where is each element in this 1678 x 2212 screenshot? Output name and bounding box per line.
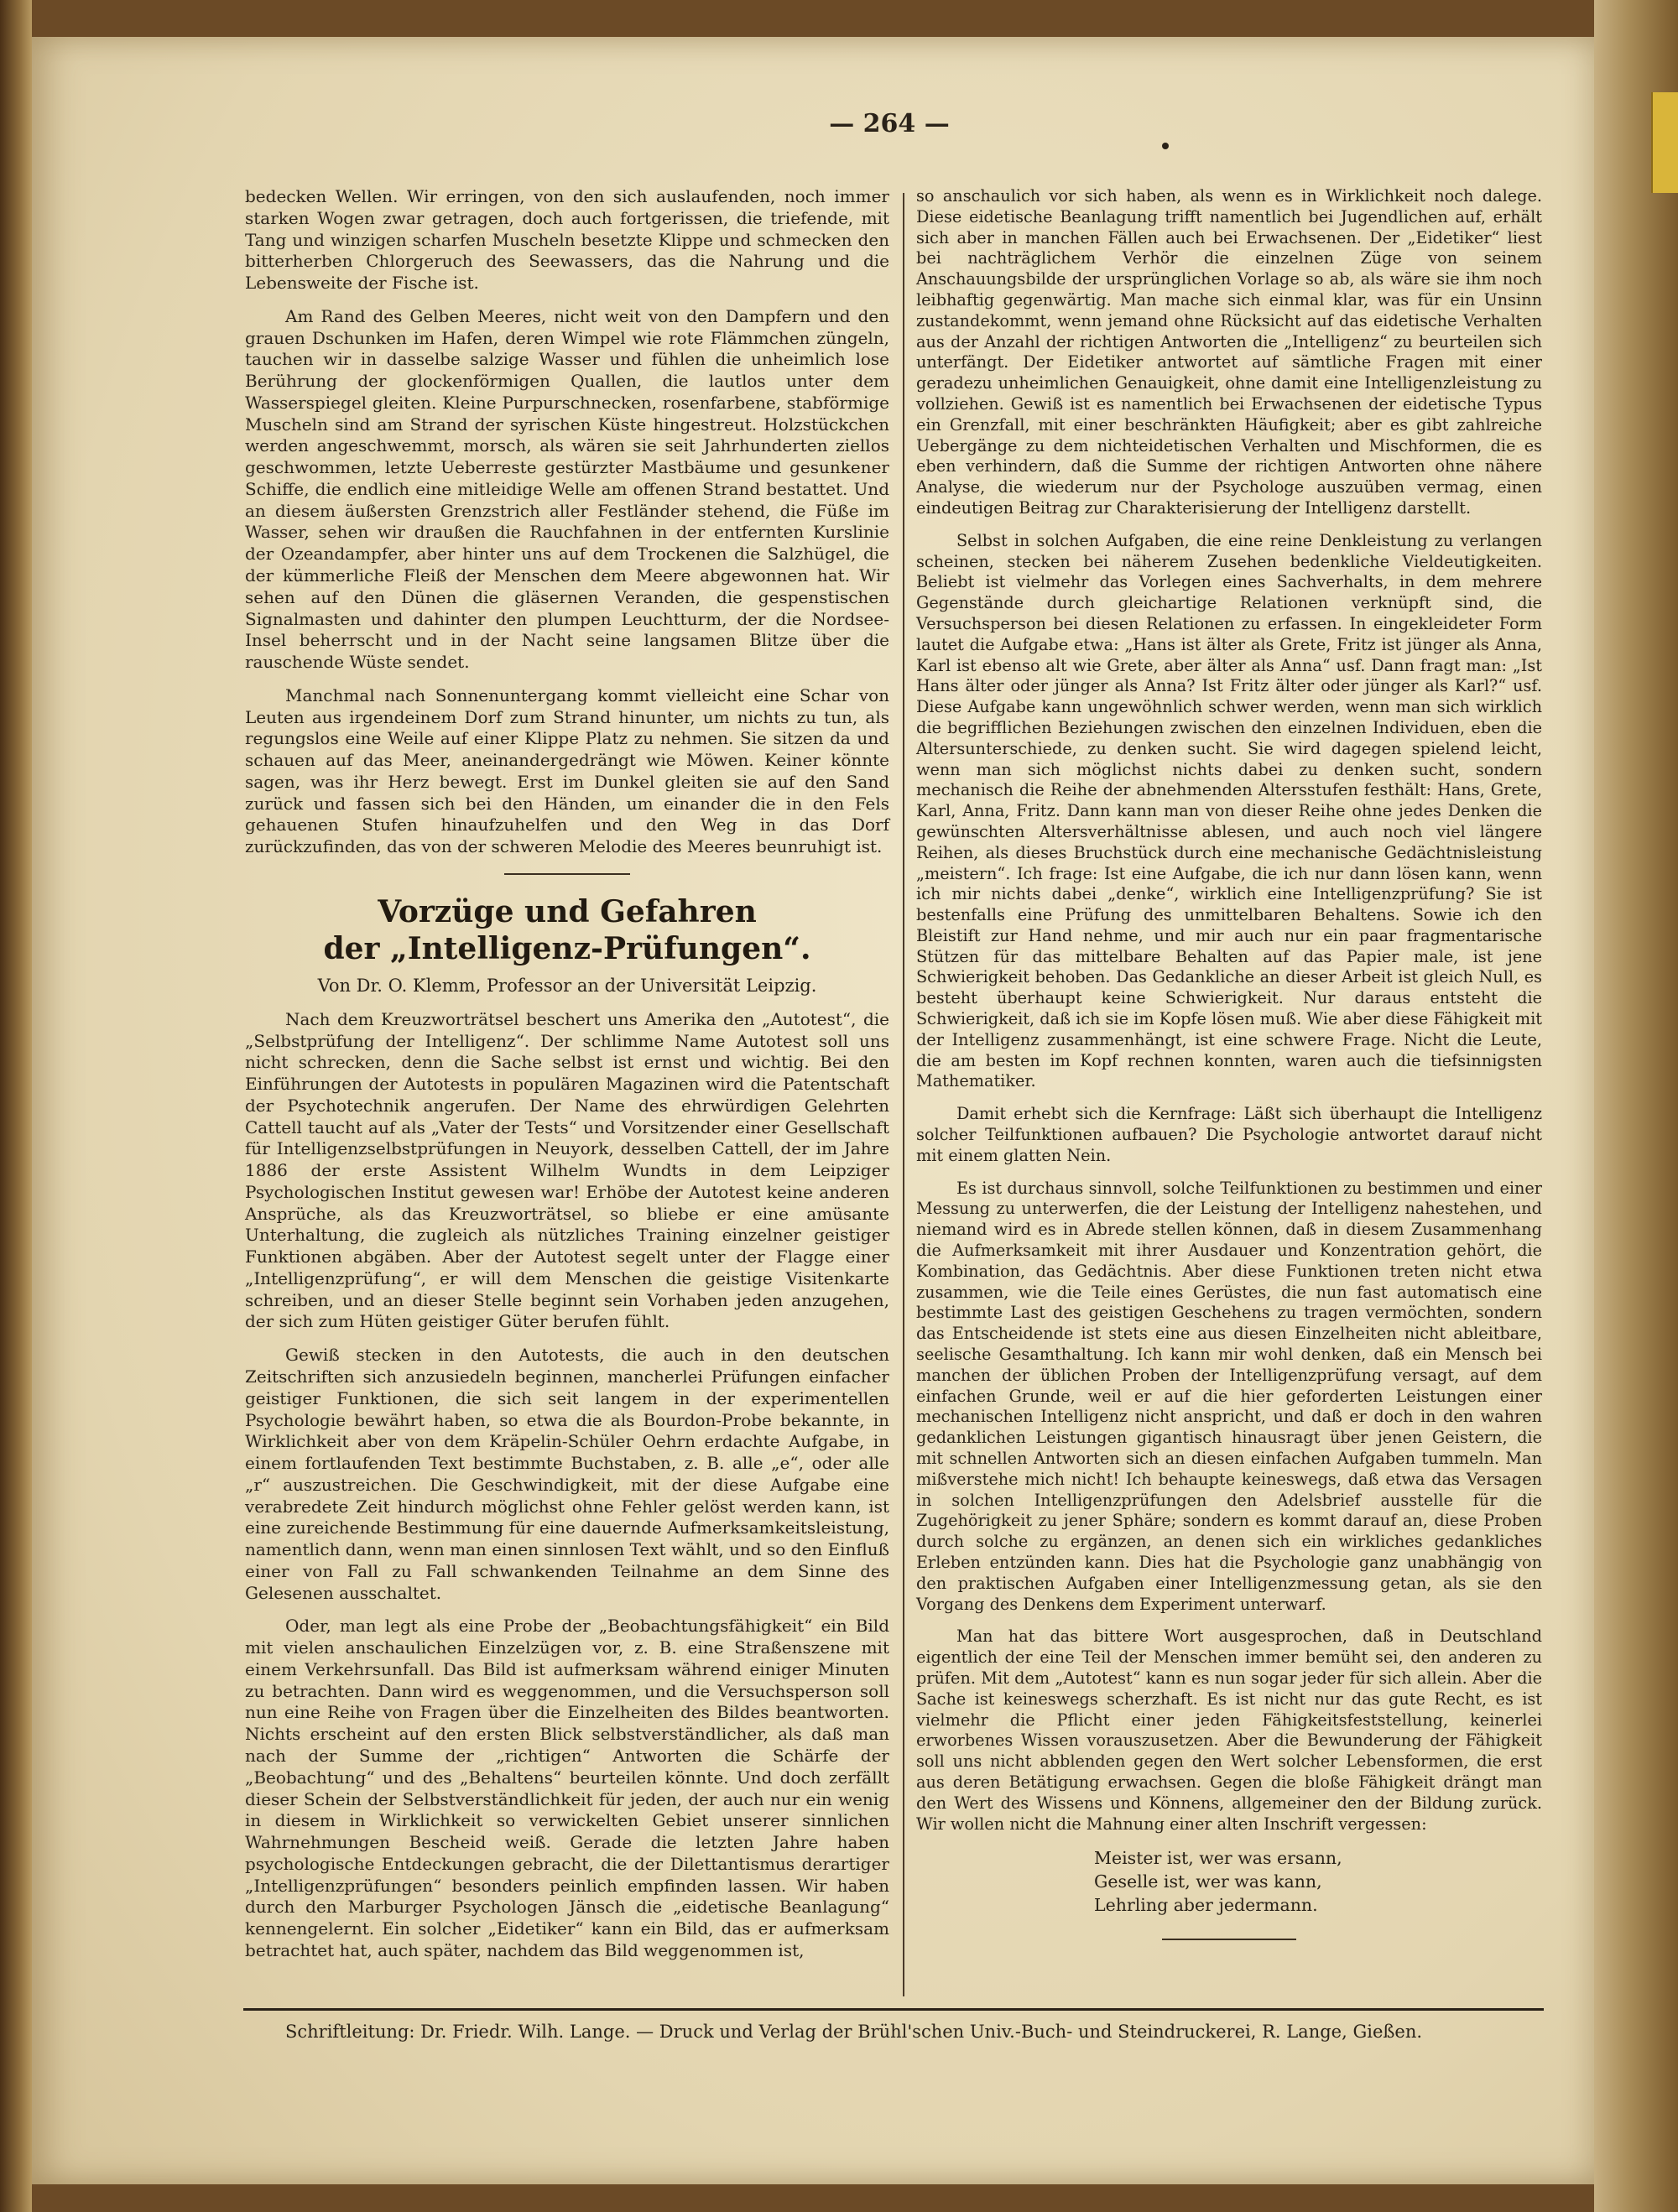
bookmark-tab [1651, 92, 1678, 193]
paragraph: Manchmal nach Sonnenuntergang kommt vielleicht eine Schar von Leuten aus irgendeinem Dorf zum Strand hinunter, um nichts zu tun, als regungslos eine Weile auf einer Klippe Platz zu nehmen. Sie sitzen da und schauen auf das Meer, aneinandergedrängt wie Möwen. Keiner könnte sagen, was ihr Herz bewegt. Erst im Dunkel gleiten sie auf den Sand zurück und fassen sich bei den Händen, um einander die in den Fels gehauenen Stufen hinaufzuhelfen und den Weg in das Dorf zurückzufinden, das von der schweren Melodie des Meeres beunruhigt ist. [245, 684, 889, 857]
paragraph: Gewiß stecken in den Autotests, die auch in den deutschen Zeitschriften sich anzusiedeln beginnen, mancherlei Prüfungen einfacher geistiger Funktionen, die sich seit langem in der experimentellen Psychologie bewährt haben, so etwa die als Bourdon-Probe bekannte, in Wirklichkeit aber von dem Kräpelin-Schüler Oehrn erdachte Aufgabe, in einem fortlaufenden Text bestimmte Buchstaben, z. B. alle „e“, oder alle „r“ auszustreichen. Die Geschwindigkeit, mit der diese Aufgabe eine verabredete Zeit hindurch möglichst ohne Fehler gelöst werden kann, ist eine zureichende Bestimmung für eine dauernde Aufmerksamkeitsleistung, namentlich dann, wenn man einen sinnlosen Text wählt, und so den Einfluß einer von Fall zu Fall schwankenden Teilnahme an dem Sinne des Gelesenen ausschaltet. [245, 1345, 889, 1603]
paragraph: Man hat das bittere Wort ausgesprochen, daß in Deutschland eigentlich der eine Teil der Menschen immer bemüht sei, den anderen zu prüfen. Mit dem „Autotest“ kann es nun sogar jeder für sich allein. Aber die Sache ist keineswegs scherzhaft. Es ist nicht nur das gute Recht, es ist vielmehr die Pflicht einer jeden Fähigkeitsfeststellung, keinerlei erworbenes Wissen vorauszusetzen. Aber die Bewunderung der Fähigkeit soll uns nicht abblenden gegen den Wert solcher Lebensformen, die erst aus deren Betätigung erwachsen. Gegen die bloße Fähigkeit drängt man den Wert des Wissens und Könnens, allgemeiner den der Bildung zurück. Wir wollen nicht die Mahnung einer alten Inschrift vergessen: [916, 1626, 1542, 1834]
page-number: — 264 — [829, 109, 950, 138]
book-edge-right [1594, 0, 1678, 2212]
section-divider [504, 873, 630, 875]
verse-line: Meister ist, wer was ersann, [1094, 1848, 1342, 1869]
ink-dot [1162, 143, 1169, 149]
paragraph: so anschaulich vor sich haben, als wenn es in Wirklichkeit noch dalege. Diese eidetische Beanlagung trifft namentlich bei Jugendlichen auf, erhält sich aber in manchen Fällen auch bei Erwachsenen. Der „Eidetiker“ liest bei nachträglichem Verhör die einzelnen Züge von seinem Anschauungsbilde der ursprünglichen Vorlage so ab, als wäre sie ihm noch leibhaftig gegenwärtig. Man mache sich einmal klar, was für ein Unsinn zustandekommt, wenn jemand ohne Rücksicht auf das eidetische Verhalten aus der Anzahl der richtigen Antworten die „Intelligenz“ zu beurteilen sich unterfängt. Der Eidetiker antwortet auf sämtliche Fragen mit einer geradezu unheimlichen Genauigkeit, ohne damit eine Intelligenzleistung zu vollziehen. Gewiß ist es namentlich bei Erwachsenen der eidetische Typus ein Grenzfall, mit einer beschränkten Häufigkeit; aber es gibt zahlreiche Uebergänge zu dem nichteidetischen Verhalten und Mischformen, die es eben verhindern, daß die Summe der richtigen Antworten ohne nähere Analyse, die wiederum nur der Psychologe auszuüben vermag, einen eindeutigen Beitrag zur Charakterisierung der Intelligenz darstellt. [916, 186, 1542, 518]
verse-line: Geselle ist, wer was kann, [1094, 1871, 1322, 1892]
article-title-line-2: der „Intelligenz-Prüfungen“. [323, 930, 811, 966]
paragraph: Oder, man legt als eine Probe der „Beobachtungsfähigkeit“ ein Bild mit vielen anschaulichen Einzelzügen vor, z. B. eine Straßenszene mit einem Verkehrsunfall. Das Bild ist aufmerksam während einiger Minuten zu betrachten. Dann wird es weggenommen, und die Versuchsperson soll nun eine Reihe von Fragen über die Einzelheiten des Bildes beantworten. Nichts erscheint auf den ersten Blick selbstverständlicher, als daß man nach der Summe der „richtigen“ Antworten die Schärfe der „Beobachtung“ und des „Behaltens“ beurteilen könnte. Und doch zerfällt dieser Schein der Selbstverständlichkeit für jeden, der auch nur ein wenig in diesem in Wirklichkeit so verwickelten Gebiet unserer sinnlichen Wahrnehmungen Bescheid weiß. Gerade die letzten Jahre haben psychologische Entdeckungen gebracht, die der Dilettantismus derartiger „Intelligenzprüfungen“ besonders peinlich empfinden lassen. Wir haben durch den Marburger Psychologen Jänsch die „eidetische Beanlagung“ kennengelernt. Ein solcher „Eidetiker“ kann ein Bild, das er aufmerksam betrachtet hat, auch später, nachdem das Bild weggenommen ist, [245, 1616, 889, 1960]
end-divider [1162, 1939, 1296, 1940]
paragraph: Nach dem Kreuzworträtsel beschert uns Amerika den „Autotest“, die „Selbstprüfung der Intelligenz“. Der schlimme Name Autotest soll uns nicht schrecken, denn die Sache selbst ist ernst und wichtig. Bei den Einführungen der Autotests in populären Magazinen wird die Patentschaft der Psychotechnik angerufen. Der Name des ehrwürdigen Gelehrten Cattell taucht auf als „Vater der Tests“ und Vorsitzender einer Gesellschaft für Intelligenzselbstprüfungen in Neuyork, desselben Cattell, der im Jahre 1886 der erste Assistent Wilhelm Wundts in dem Leipziger Psychologischen Institut gewesen war! Erhöbe der Autotest keine anderen Ansprüche, als das Kreuzworträtsel, so bliebe er eine amüsante Unterhaltung, die zugleich als nützliches Training einzelner geistiger Funktionen abgäben. Aber der Autotest segelt unter der Flagge einer „Intelligenzprüfung“, er will dem Menschen die geistige Visitenkarte schreiben, und an dieser Stelle beginnt sein Vorhaben jeden anzugehen, der sich zum Hüten geistiger Güter berufen fühlt. [245, 1008, 889, 1332]
imprint-footer: Schriftleitung: Dr. Friedr. Wilh. Lange. — Druck und Verlag der Brühl'schen Univ.-Buch- und Steindruckerei, R. Lange, Gießen. [285, 2022, 1423, 2042]
article-byline: Von Dr. O. Klemm, Professor an der Universität Leipzig. [317, 975, 817, 996]
column-rule [903, 193, 904, 1996]
right-column [916, 186, 1542, 1940]
paragraph: bedecken Wellen. Wir erringen, von den sich auslaufenden, noch immer starken Wogen zwar getragen, doch auch fortgerissen, die triefende, mit Tang und winzigen scharfen Muscheln besetzte Klippe und schmecken den bitterherben Chlorgeruch des Seewassers, das die Nahrung und die Lebensweite der Fische ist. [245, 186, 889, 294]
inscription-verse [1094, 1846, 1542, 1917]
paragraph: Am Rand des Gelben Meeres, nicht weit von den Dampfern und den grauen Dschunken im Hafen, deren Wimpel wie rote Flämmchen züngeln, tauchen wir in dasselbe salzige Wasser und fühlen die unheimlich lose Berührung der glockenförmigen Quallen, die lautlos unter dem Wasserspiegel gleiten. Kleine Purpurschnecken, rosenfarbene, stabförmige Muscheln sind am Strand der syrischen Küste hingestreut. Holzstückchen werden angeschwemmt, morsch, als wären sie seit Jahrhunderten ziellos geschwommen, letzte Ueberreste gestürzter Mastbäume und gesunkener Schiffe, die endlich eine mitleidige Welle am offenen Strand bestattet. Und an diesem äußersten Grenzstrich aller Festländer stehend, die Füße im Wasser, sehen wir draußen die Rauchfahnen in der entfernten Kurslinie der Ozeandampfer, aber hinter uns auf dem Trockenen die Salzhügel, die der kümmerliche Fleiß der Menschen dem Meere abgewonnen hat. Wir sehen auf den Dünen die gläsernen Veranden, die gespenstischen Signalmasten und dahinter den plumpen Leuchtturm, der die Nordsee-Insel beherrscht und in der Nacht seine langsamen Blitze über die rauschende Wüste sendet. [245, 305, 889, 673]
paragraph: Selbst in solchen Aufgaben, die eine reine Denkleistung zu verlangen scheinen, stecken bei näherem Zusehen bedenkliche Vieldeutigkeiten. Beliebt ist vielmehr das Vorlegen eines Sachverhalts, in dem mehrere Gegenstände durch gleichartige Relationen verknüpft sind, die Versuchsperson bei diesen Relationen zu erfassen. In eingekleideter Form lautet die Aufgabe etwa: „Hans ist älter als Grete, Fritz ist jünger als Anna, Karl ist ebenso alt wie Grete, aber älter als Anna“ usf. Dann fragt man: „Ist Hans älter oder jünger als Anna? Ist Fritz älter oder jünger als Karl?“ usf. Diese Aufgabe kann ungewöhnlich schwer werden, wenn man sich wirklich die begrifflichen Beziehungen zwischen den einzelnen Individuen, eben die Altersunterschiede, zu denken sucht. Sie wird dagegen spielend leicht, wenn man sich möglichst nichts dabei zu denken sucht, sondern mechanisch die Reihe der abnehmenden Altersstufen festhält: Hans, Grete, Karl, Anna, Fritz. Dann kann man von dieser Reihe ohne jedes Denken die gewünschten Altersverhältnisse ablesen, und auch noch viel längere Reihen, als dieses Bruchstück durch eine mechanische Gedächtnisleistung „meistern“. Ich frage: Ist eine Aufgabe, die ich nur dann lösen kann, wenn ich mir nichts dabei „denke“, wirklich eine Intelligenzprüfung? Sie ist bestenfalls eine Prüfung des unmittelbaren Behaltens. Sowie ich den Bleistift zur Hand nehme, und mir auch nur ein paar fragmentarische Stützen für das mittelbare Behalten auf das Papier male, ist jene Schwierigkeit behoben. Das Gedankliche an dieser Arbeit ist gleich Null, es besteht überhaupt keine Schwierigkeit. Nur daraus entsteht die Schwierigkeit, daß ich sie im Kopfe lösen muß. Wie aber diese Fähigkeit mit der Intelligenz zusammenhängt, ist eine schwere Frage. Nicht die Leute, die am besten im Kopf rechnen konnten, waren auch die tiefsinnigsten Mathematiker. [916, 530, 1542, 1091]
book-edge-left [0, 0, 32, 2212]
footer-rule [243, 2008, 1544, 2011]
left-column [245, 186, 889, 1974]
paragraph: Damit erhebt sich die Kernfrage: Läßt sich überhaupt die Intelligenz solcher Teilfunktionen aufbauen? Die Psychologie antwortet darauf nicht mit einem glatten Nein. [916, 1104, 1542, 1165]
article-title-line-1: Vorzüge und Gefahren [378, 893, 757, 929]
paragraph: Es ist durchaus sinnvoll, solche Teilfunktionen zu bestimmen und einer Messung zu unterwerfen, die der Leistung der Intelligenz nahestehen, und niemand wird es in Abrede stellen können, daß in diesem Zusammenhang die Aufmerksamkeit mit ihrer Ausdauer und Konzentration gehört, die Kombination, das Gedächtnis. Aber diese Funktionen treten nicht etwa zusammen, wie die Teile eines Gerüstes, die nun fast automatisch eine bestimmte Last des geistigen Geschehens zu tragen vermöchten, sondern das Entscheidende ist stets eine aus diesen Einzelheiten nicht ableitbare, seelische Gesamthaltung. Ich kann mir wohl denken, daß ein Mensch bei manchen der üblichen Proben der Intelligenzprüfung versagt, auf dem einfachen Grunde, weil er auf die hier geforderten Leistungen einer mechanischen Intelligenz nicht anspricht, und daß er doch in den wahren gedanklichen Leistungen gigantisch hinausragt über jenen Geistern, die mit schnellen Antworten sich an diesen einfachen Aufgaben tummeln. Man mißverstehe mich nicht! Ich behaupte keineswegs, daß etwa das Versagen in solchen Intelligenzprüfungen den Adelsbrief ausstelle für die Zugehörigkeit zu jener Sphäre; sondern es kommt darauf an, diese Proben durch solche zu ergänzen, an denen sich ein wirkliches gedankliches Erleben entzünden kann. Dies hat die Psychologie ganz unabhängig von den praktischen Aufgaben einer Intelligenzmessung getan, als sie den Vorgang des Denkens dem Experiment unterwarf. [916, 1178, 1542, 1614]
verse-line: Lehrling aber jedermann. [1094, 1895, 1318, 1916]
